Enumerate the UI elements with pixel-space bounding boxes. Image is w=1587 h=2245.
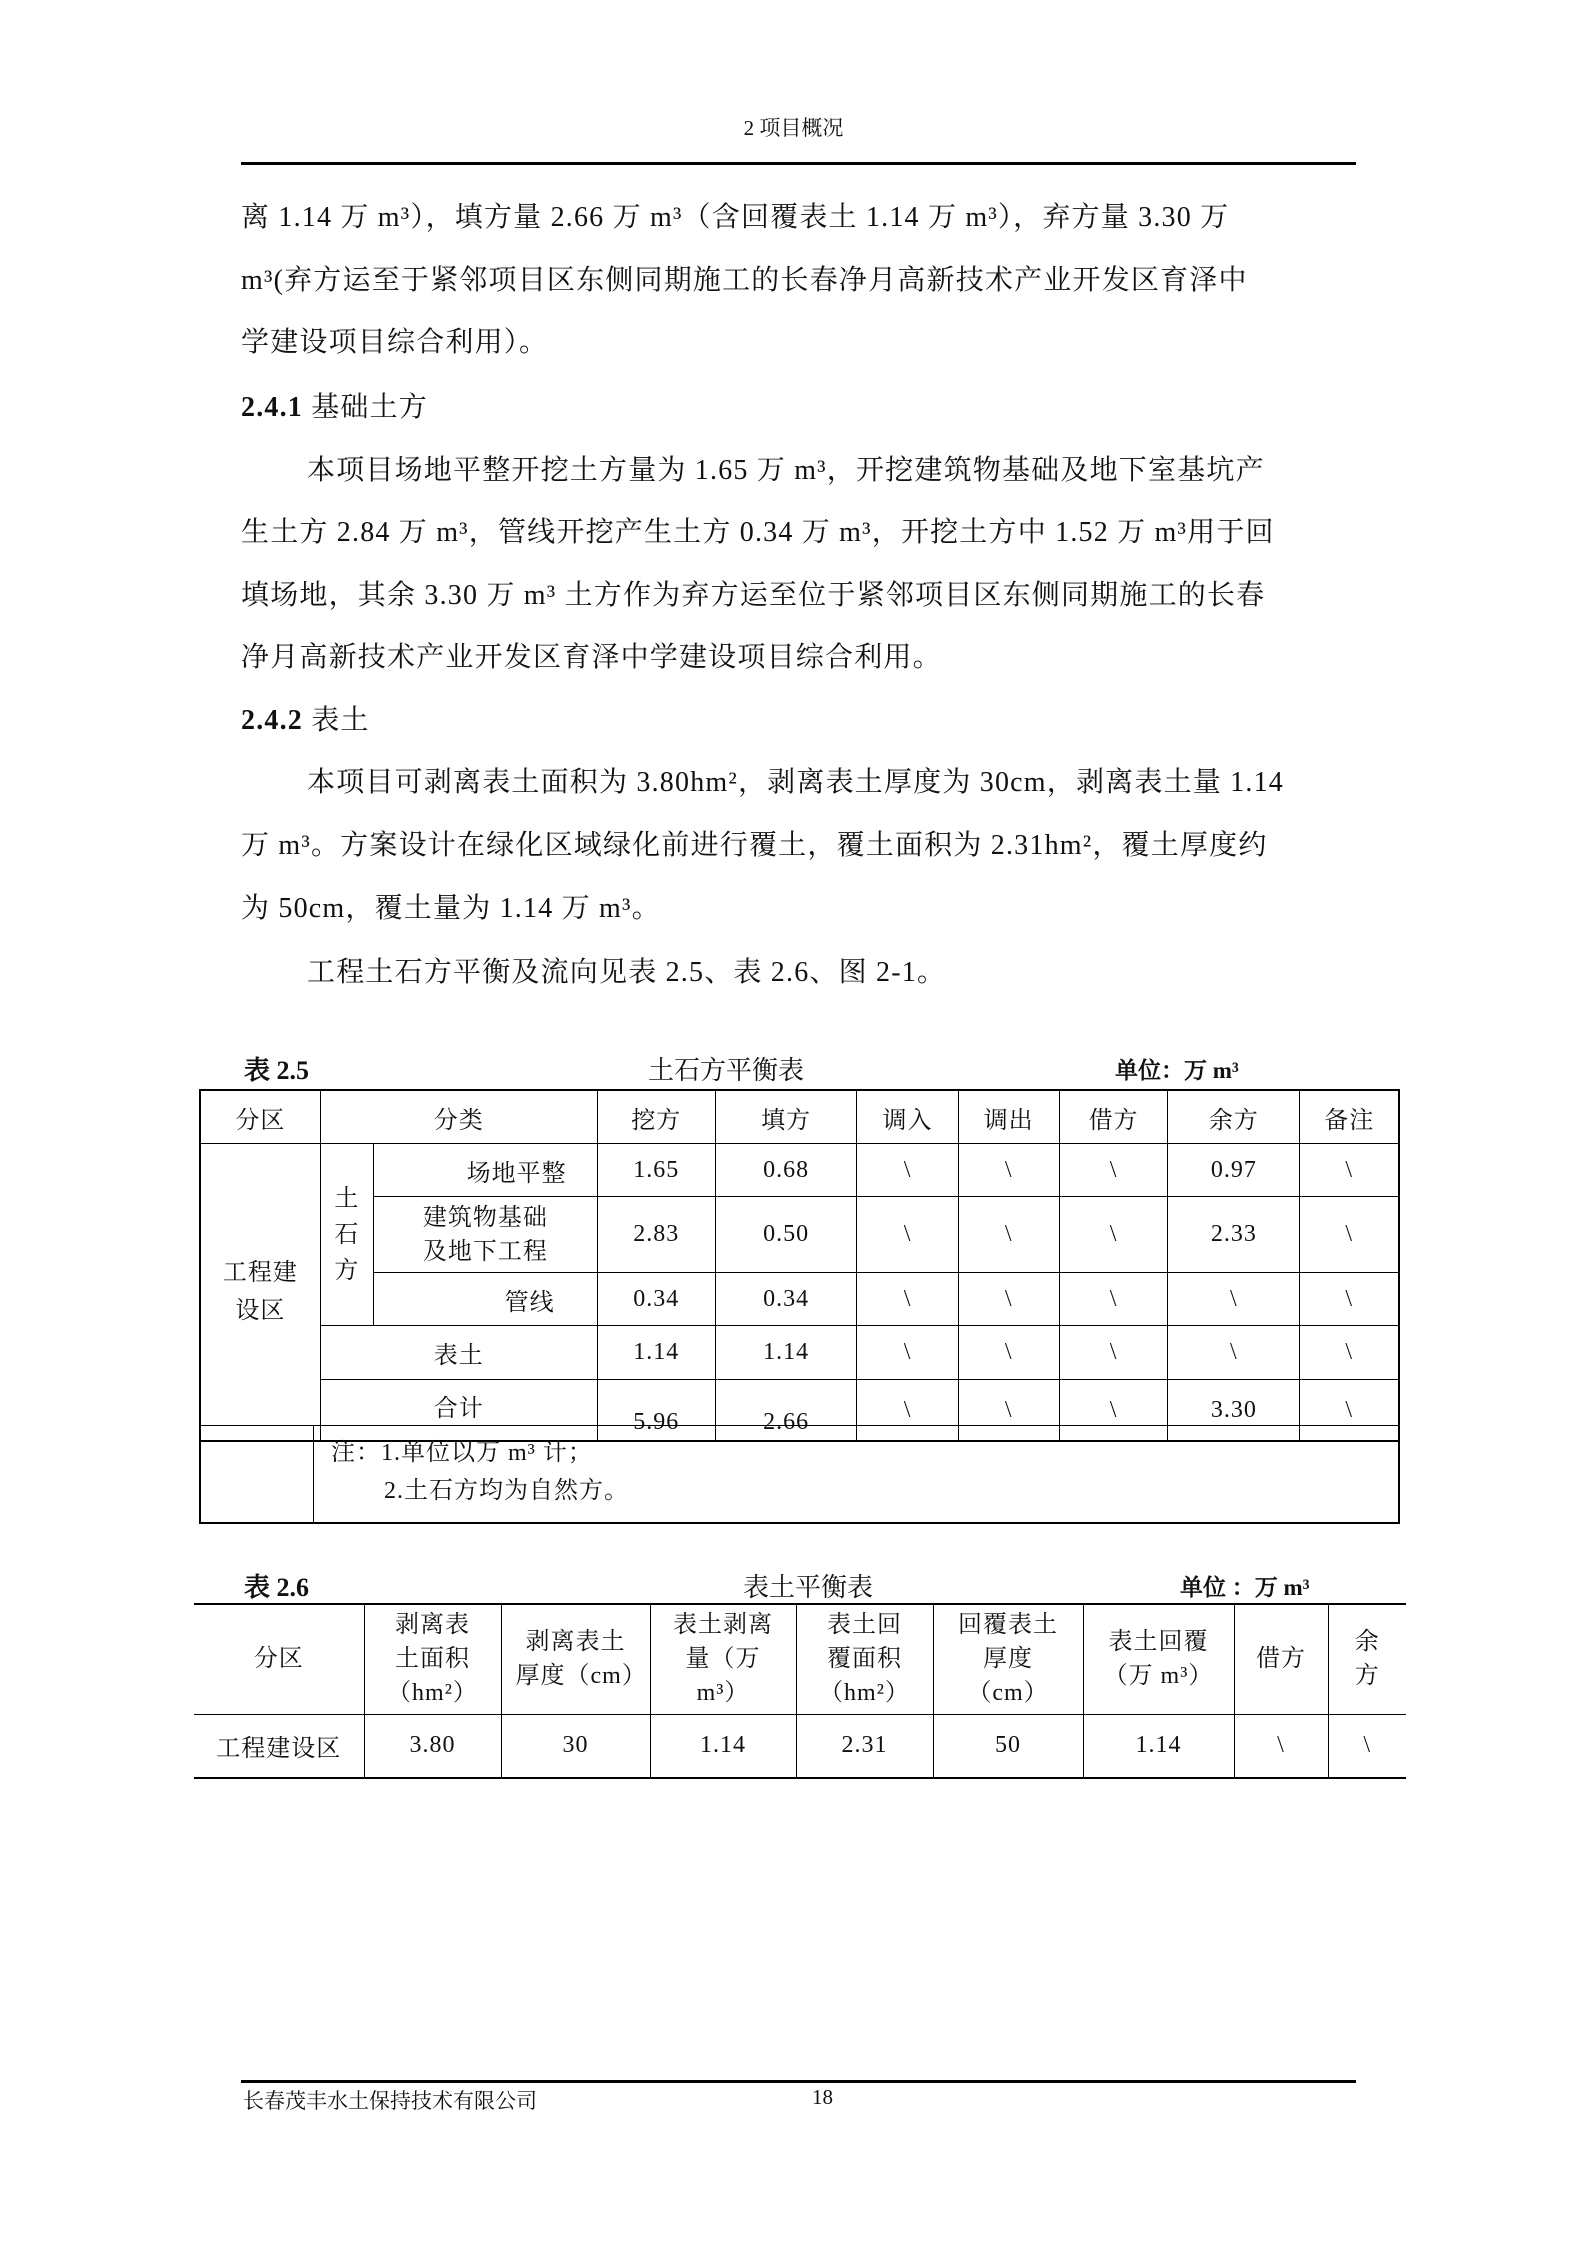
category-cell: 管线 (374, 1273, 598, 1326)
header-cell: 分区 (194, 1604, 364, 1714)
header-cell: 余方 (1168, 1090, 1300, 1144)
category-cell: 建筑物基础及地下工程 (374, 1197, 598, 1273)
section-title: 基础土方 (311, 392, 429, 423)
header-cell: 调入 (857, 1090, 958, 1144)
paragraph-line: 生土方 2.84 万 m³，管线开挖产生土方 0.34 万 m³，开挖土方中 1.52 万 m³用于回 (241, 517, 1275, 548)
footer-rule (241, 2080, 1356, 2083)
category-cell: 场地平整 (374, 1144, 598, 1197)
note-line: 2.土石方均为自然方。 (384, 1478, 629, 1504)
value-cell: 5.96 (597, 1380, 715, 1442)
value-cell: \ (857, 1144, 958, 1197)
value-cell: 0.50 (715, 1197, 857, 1273)
header-cell: 表土剥离量（万 m³） (650, 1604, 796, 1714)
value-cell: \ (1168, 1326, 1300, 1380)
value-cell: 1.14 (715, 1326, 857, 1380)
value-cell: \ (1059, 1144, 1168, 1197)
table-2-5-notes (199, 1425, 1400, 1524)
section-number: 2.4.1 (241, 392, 303, 423)
value-cell: \ (857, 1197, 958, 1273)
value-cell: 2.83 (597, 1197, 715, 1273)
section-title: 表土 (311, 705, 370, 736)
section-heading-2-4-1 (241, 385, 1356, 425)
value-cell: 50 (933, 1714, 1083, 1778)
zone-cell: 工程建设区 (200, 1144, 320, 1442)
value-cell: \ (958, 1144, 1059, 1197)
value-cell: \ (958, 1273, 1059, 1326)
notes-divider (313, 1426, 314, 1522)
value-cell: \ (1059, 1197, 1168, 1273)
header-cell: 备注 (1300, 1090, 1399, 1144)
header-cell: 借方 (1234, 1604, 1328, 1714)
header-rule (241, 162, 1356, 165)
value-cell: \ (1059, 1326, 1168, 1380)
value-cell: \ (857, 1380, 958, 1442)
value-cell: \ (1300, 1380, 1399, 1442)
header-cell: 借方 (1059, 1090, 1168, 1144)
value-cell: 0.34 (597, 1273, 715, 1326)
value-cell: \ (1059, 1273, 1168, 1326)
footer-company: 长春茂丰水土保持技术有限公司 (243, 2089, 537, 2113)
header-cell: 调出 (958, 1090, 1059, 1144)
paragraph-line: 万 m³。方案设计在绿化区域绿化前进行覆土，覆土面积为 2.31hm²，覆土厚度约 (241, 830, 1268, 861)
header-cell: 分区 (200, 1090, 320, 1144)
value-cell: 0.34 (715, 1273, 857, 1326)
value-cell: \ (1234, 1714, 1328, 1778)
table-header-row (200, 1090, 1399, 1144)
table-row (200, 1144, 1399, 1197)
header-cell: 挖方 (597, 1090, 715, 1144)
table-row (200, 1326, 1399, 1380)
value-cell: \ (1328, 1714, 1406, 1778)
value-cell: \ (958, 1197, 1059, 1273)
value-cell: 0.68 (715, 1144, 857, 1197)
value-cell: \ (857, 1273, 958, 1326)
value-cell: \ (857, 1326, 958, 1380)
table-2-6-title: 表土平衡表 (743, 1573, 874, 1602)
value-cell: 1.14 (1083, 1714, 1234, 1778)
table-2-5-unit: 单位：万 m³ (1115, 1058, 1239, 1083)
header-cell: 回覆表土厚度（cm） (933, 1604, 1083, 1714)
value-cell: \ (958, 1380, 1059, 1442)
header-cell: 余方 (1328, 1604, 1406, 1714)
paragraph-line: 离 1.14 万 m³），填方量 2.66 万 m³（含回覆表土 1.14 万 m³），弃方量 3.30 万 (241, 202, 1230, 233)
running-header: 2 项目概况 (743, 116, 844, 140)
table-row (194, 1714, 1406, 1778)
value-cell: 1.65 (597, 1144, 715, 1197)
earthwork-balance-table (199, 1089, 1400, 1442)
value-cell: 2.31 (796, 1714, 933, 1778)
category-cell: 表土 (320, 1326, 597, 1380)
table-row (200, 1197, 1399, 1273)
header-cell: 剥离表土厚度（cm） (501, 1604, 650, 1714)
table-2-6-unit: 单位 ：万 m³ (1180, 1575, 1310, 1600)
zone-cell: 工程建设区 (194, 1714, 364, 1778)
value-cell: 3.80 (364, 1714, 501, 1778)
group-cell: 土石方 (320, 1144, 373, 1326)
table-2-5-label: 表 2.5 (244, 1056, 310, 1085)
table-row (200, 1273, 1399, 1326)
page-number: 18 (812, 2085, 833, 2109)
value-cell: 30 (501, 1714, 650, 1778)
value-cell: \ (1168, 1273, 1300, 1326)
paragraph-line: 为 50cm，覆土量为 1.14 万 m³。 (241, 893, 661, 924)
value-cell: \ (1300, 1197, 1399, 1273)
table-2-6-label: 表 2.6 (244, 1573, 310, 1602)
value-cell: \ (1300, 1273, 1399, 1326)
header-cell: 分类 (320, 1090, 597, 1144)
value-cell: \ (958, 1326, 1059, 1380)
value-cell: 2.66 (715, 1380, 857, 1442)
paragraph-line: 净月高新技术产业开发区育泽中学建设项目综合利用。 (241, 642, 942, 673)
reference-line: 工程土石方平衡及流向见表 2.5、表 2.6、图 2-1。 (307, 957, 947, 988)
value-cell: 1.14 (650, 1714, 796, 1778)
paragraph-line: 本项目可剥离表土面积为 3.80hm²，剥离表土厚度为 30cm，剥离表土量 1.14 (307, 767, 1284, 798)
table-2-5-title: 土石方平衡表 (648, 1056, 805, 1085)
header-cell: 填方 (715, 1090, 857, 1144)
value-cell: 0.97 (1168, 1144, 1300, 1197)
paragraph-line: 填场地，其余 3.30 万 m³ 土方作为弃方运至位于紧邻项目区东侧同期施工的长春 (241, 580, 1266, 611)
section-heading-2-4-2 (241, 698, 1356, 738)
value-cell: 1.14 (597, 1326, 715, 1380)
paragraph-line: 本项目场地平整开挖土方量为 1.65 万 m³，开挖建筑物基础及地下室基坑产 (307, 455, 1265, 486)
header-cell: 剥离表土面积（hm²） (364, 1604, 501, 1714)
topsoil-balance-table (194, 1603, 1406, 1779)
paragraph-line: m³(弃方运至于紧邻项目区东侧同期施工的长春净月高新技术产业开发区育泽中 (241, 265, 1248, 296)
value-cell: \ (1300, 1326, 1399, 1380)
note-line: 注：1.单位以万 m³ 计； (331, 1440, 593, 1466)
category-cell: 合计 (320, 1380, 597, 1442)
paragraph-line: 学建设项目综合利用）。 (241, 327, 549, 358)
value-cell: \ (1300, 1144, 1399, 1197)
value-cell: 2.33 (1168, 1197, 1300, 1273)
table-header-row (194, 1604, 1406, 1714)
value-cell: 3.30 (1168, 1380, 1300, 1442)
section-number: 2.4.2 (241, 705, 303, 736)
value-cell: \ (1059, 1380, 1168, 1442)
header-cell: 表土回覆（万 m³） (1083, 1604, 1234, 1714)
header-cell: 表土回覆面积（hm²） (796, 1604, 933, 1714)
